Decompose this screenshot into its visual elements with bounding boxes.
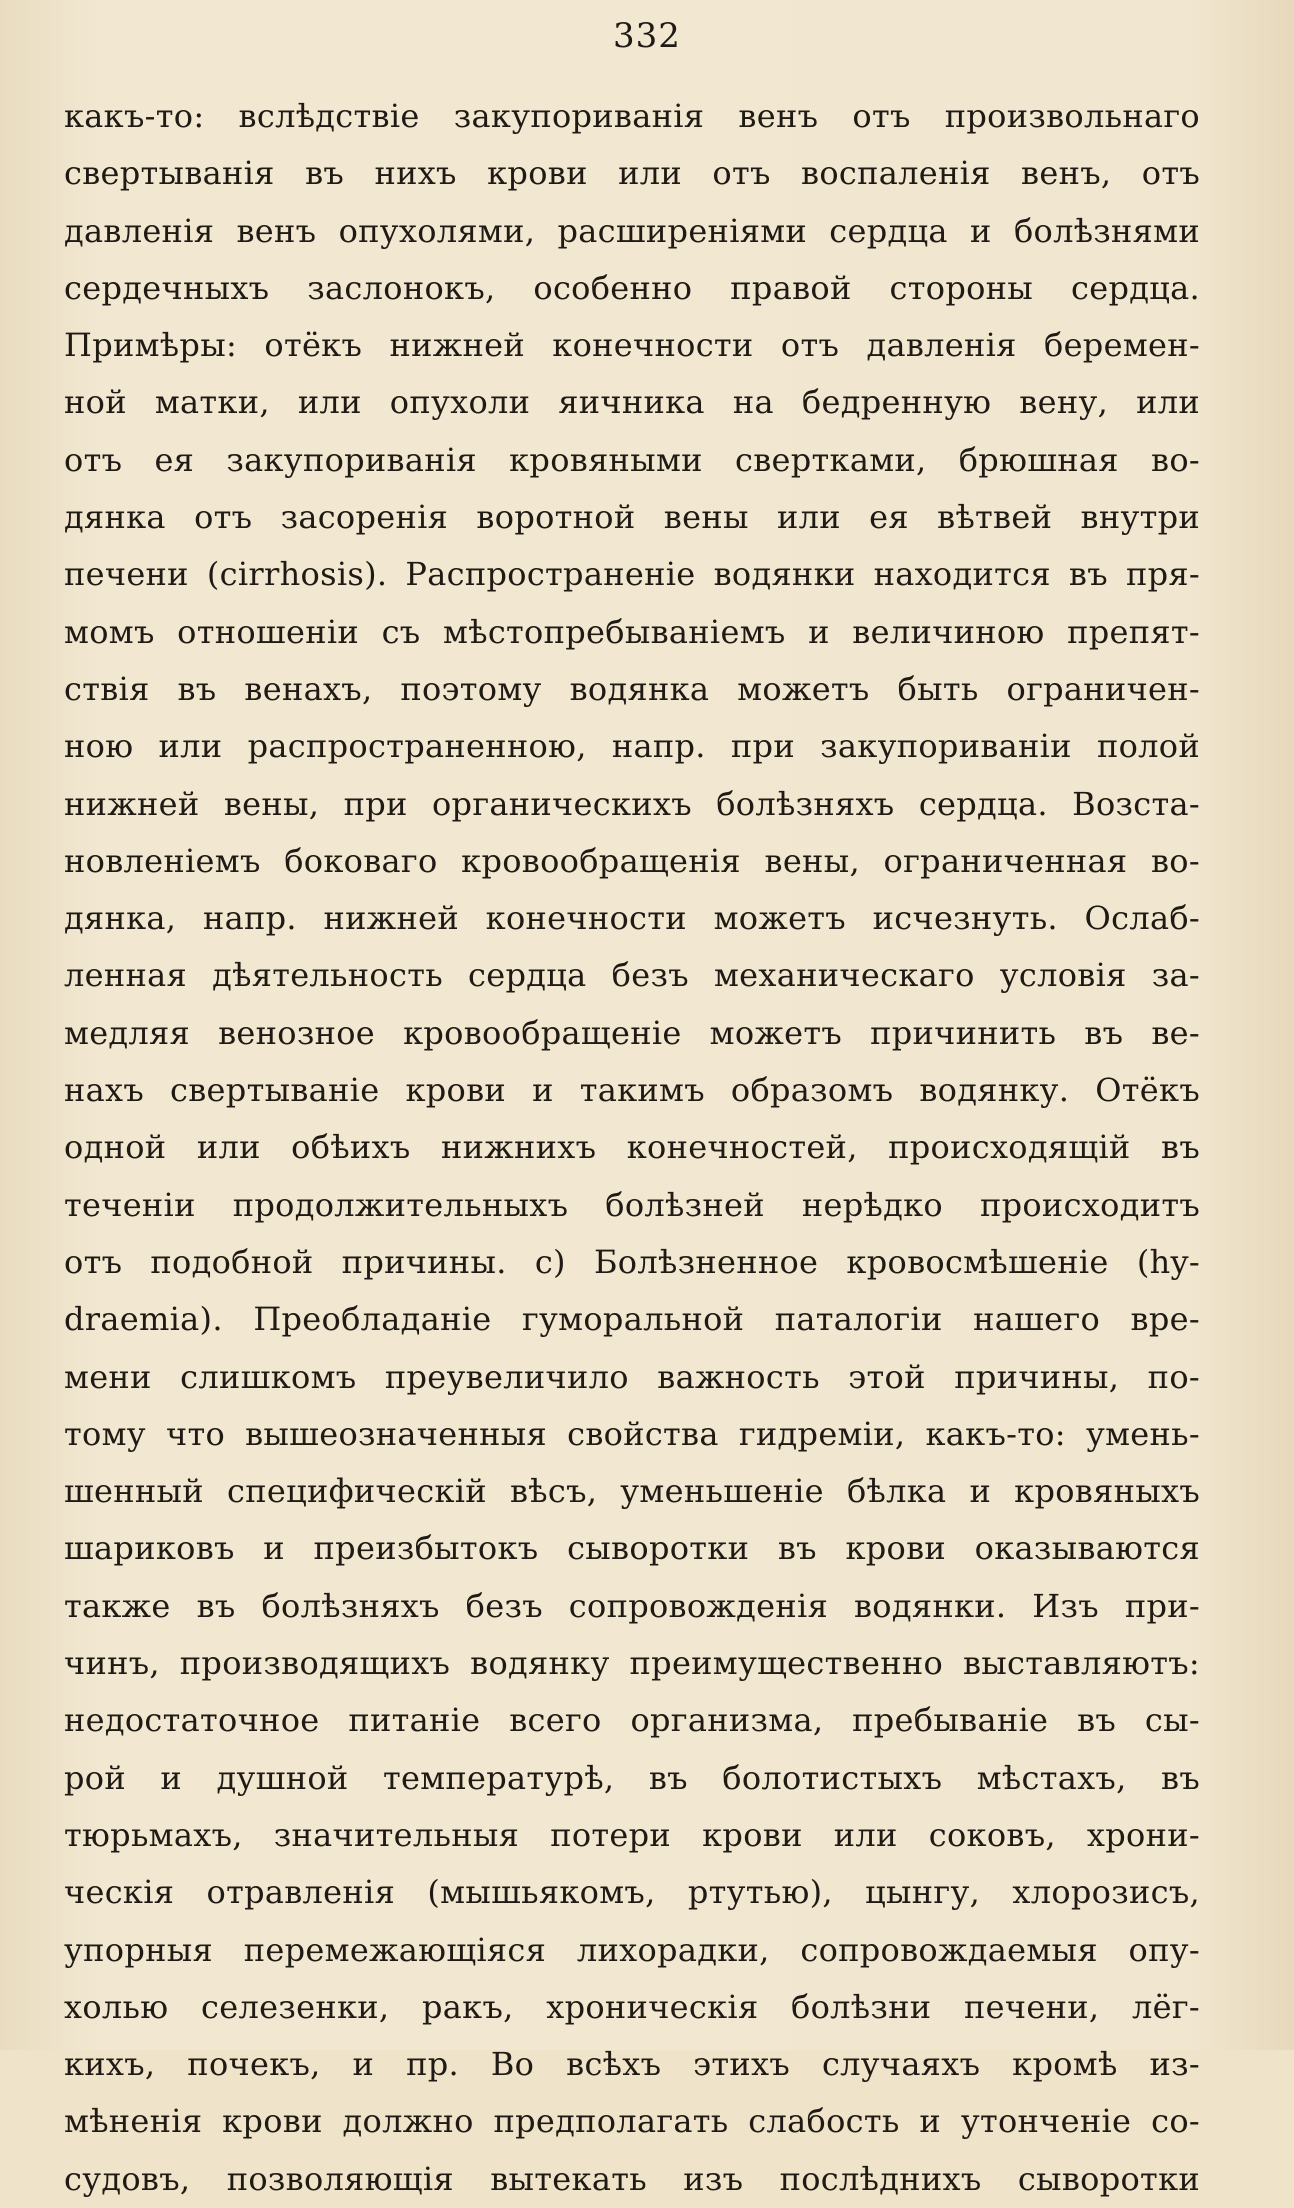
text-line: дянка отъ засоренія воротной вены или ея вѣтвей внутри bbox=[64, 498, 1200, 537]
text-line: тому что вышеозначенныя свойства гидреміи, какъ-то: умень- bbox=[64, 1414, 1200, 1453]
text-line: новленіемъ боковаго кровообращенія вены, ограниченная во- bbox=[64, 841, 1200, 880]
text-line: ной матки, или опухоли яичника на бедренную вену, или bbox=[64, 383, 1200, 422]
text-line: отъ ея закупориванія кровяными свертками, брюшная во- bbox=[64, 440, 1200, 479]
text-line: дянка, напр. нижней конечности можетъ исчезнуть. Ослаб- bbox=[64, 899, 1200, 938]
text-line: кихъ, почекъ, и пр. Во всѣхъ этихъ случаяхъ кромѣ из- bbox=[64, 2045, 1200, 2084]
text-line: нахъ свертываніе крови и такимъ образомъ водянку. Отёкъ bbox=[64, 1071, 1200, 1110]
text-line: нижней вены, при органическихъ болѣзняхъ сердца. Возста- bbox=[64, 784, 1200, 823]
text-line: шенный специфическій вѣсъ, уменьшеніе бѣлка и кровяныхъ bbox=[64, 1472, 1200, 1511]
body-text bbox=[64, 88, 1200, 2208]
text-line: ною или распространенною, напр. при закупориваніи полой bbox=[64, 727, 1200, 766]
text-line: холью селезенки, ракъ, хроническія болѣзни печени, лёг- bbox=[64, 1987, 1200, 2026]
text-line: мени слишкомъ преувеличило важность этой причины, по- bbox=[64, 1357, 1200, 1396]
text-line: ленная дѣятельность сердца безъ механическаго условія за- bbox=[64, 956, 1200, 995]
text-line: тюрьмахъ, значительныя потери крови или соковъ, хрони- bbox=[64, 1815, 1200, 1854]
text-line: отъ подобной причины. с) Болѣзненное кровосмѣшеніе (hy- bbox=[64, 1242, 1200, 1281]
text-line: draemia). Преобладаніе гуморальной паталогіи нашего вре- bbox=[64, 1300, 1200, 1339]
text-line: свертыванія въ нихъ крови или отъ воспаленія венъ, отъ bbox=[64, 154, 1200, 193]
text-line: рой и душной температурѣ, въ болотистыхъ мѣстахъ, въ bbox=[64, 1758, 1200, 1797]
text-line: упорныя перемежающіяся лихорадки, сопровождаемыя опу- bbox=[64, 1930, 1200, 1969]
text-line: медляя венозное кровообращеніе можетъ причинить въ ве- bbox=[64, 1013, 1200, 1052]
text-line: мѣненія крови должно предполагать слабость и утонченіе со- bbox=[64, 2102, 1200, 2141]
text-line: одной или обѣихъ нижнихъ конечностей, происходящій въ bbox=[64, 1128, 1200, 1167]
text-line: давленія венъ опухолями, расширеніями сердца и болѣзнями bbox=[64, 211, 1200, 250]
page-number: 332 bbox=[613, 16, 681, 56]
text-line: печени (cirrhosis). Распространеніе водянки находится въ пря- bbox=[64, 555, 1200, 594]
text-line: какъ-то: вслѣдствіе закупориванія венъ отъ произвольнаго bbox=[64, 97, 1200, 135]
text-line: сердечныхъ заслонокъ, особенно правой стороны сердца. bbox=[64, 268, 1200, 307]
text-line: недостаточное питаніе всего организма, пребываніе въ сы- bbox=[64, 1701, 1200, 1740]
text-line: ческія отравленія (мышьякомъ, ртутью), цынгу, хлорозисъ, bbox=[64, 1873, 1200, 1912]
text-line: чинъ, производящихъ водянку преимущественно выставляютъ: bbox=[64, 1644, 1200, 1683]
text-line: судовъ, позволяющія вытекать изъ послѣднихъ сыворотки bbox=[64, 2159, 1200, 2198]
text-line: момъ отношеніи съ мѣстопребываніемъ и величиною препят- bbox=[64, 612, 1200, 651]
text-line: теченіи продолжительныхъ болѣзней нерѣдко происходитъ bbox=[64, 1185, 1200, 1224]
text-line: шариковъ и преизбытокъ сыворотки въ крови оказываются bbox=[64, 1529, 1200, 1568]
text-line: Примѣры: отёкъ нижней конечности отъ давленія беремен- bbox=[64, 326, 1200, 365]
text-line: также въ болѣзняхъ безъ сопровожденія водянки. Изъ при- bbox=[64, 1586, 1200, 1625]
text-line: ствія въ венахъ, поэтому водянка можетъ быть ограничен- bbox=[64, 669, 1200, 708]
